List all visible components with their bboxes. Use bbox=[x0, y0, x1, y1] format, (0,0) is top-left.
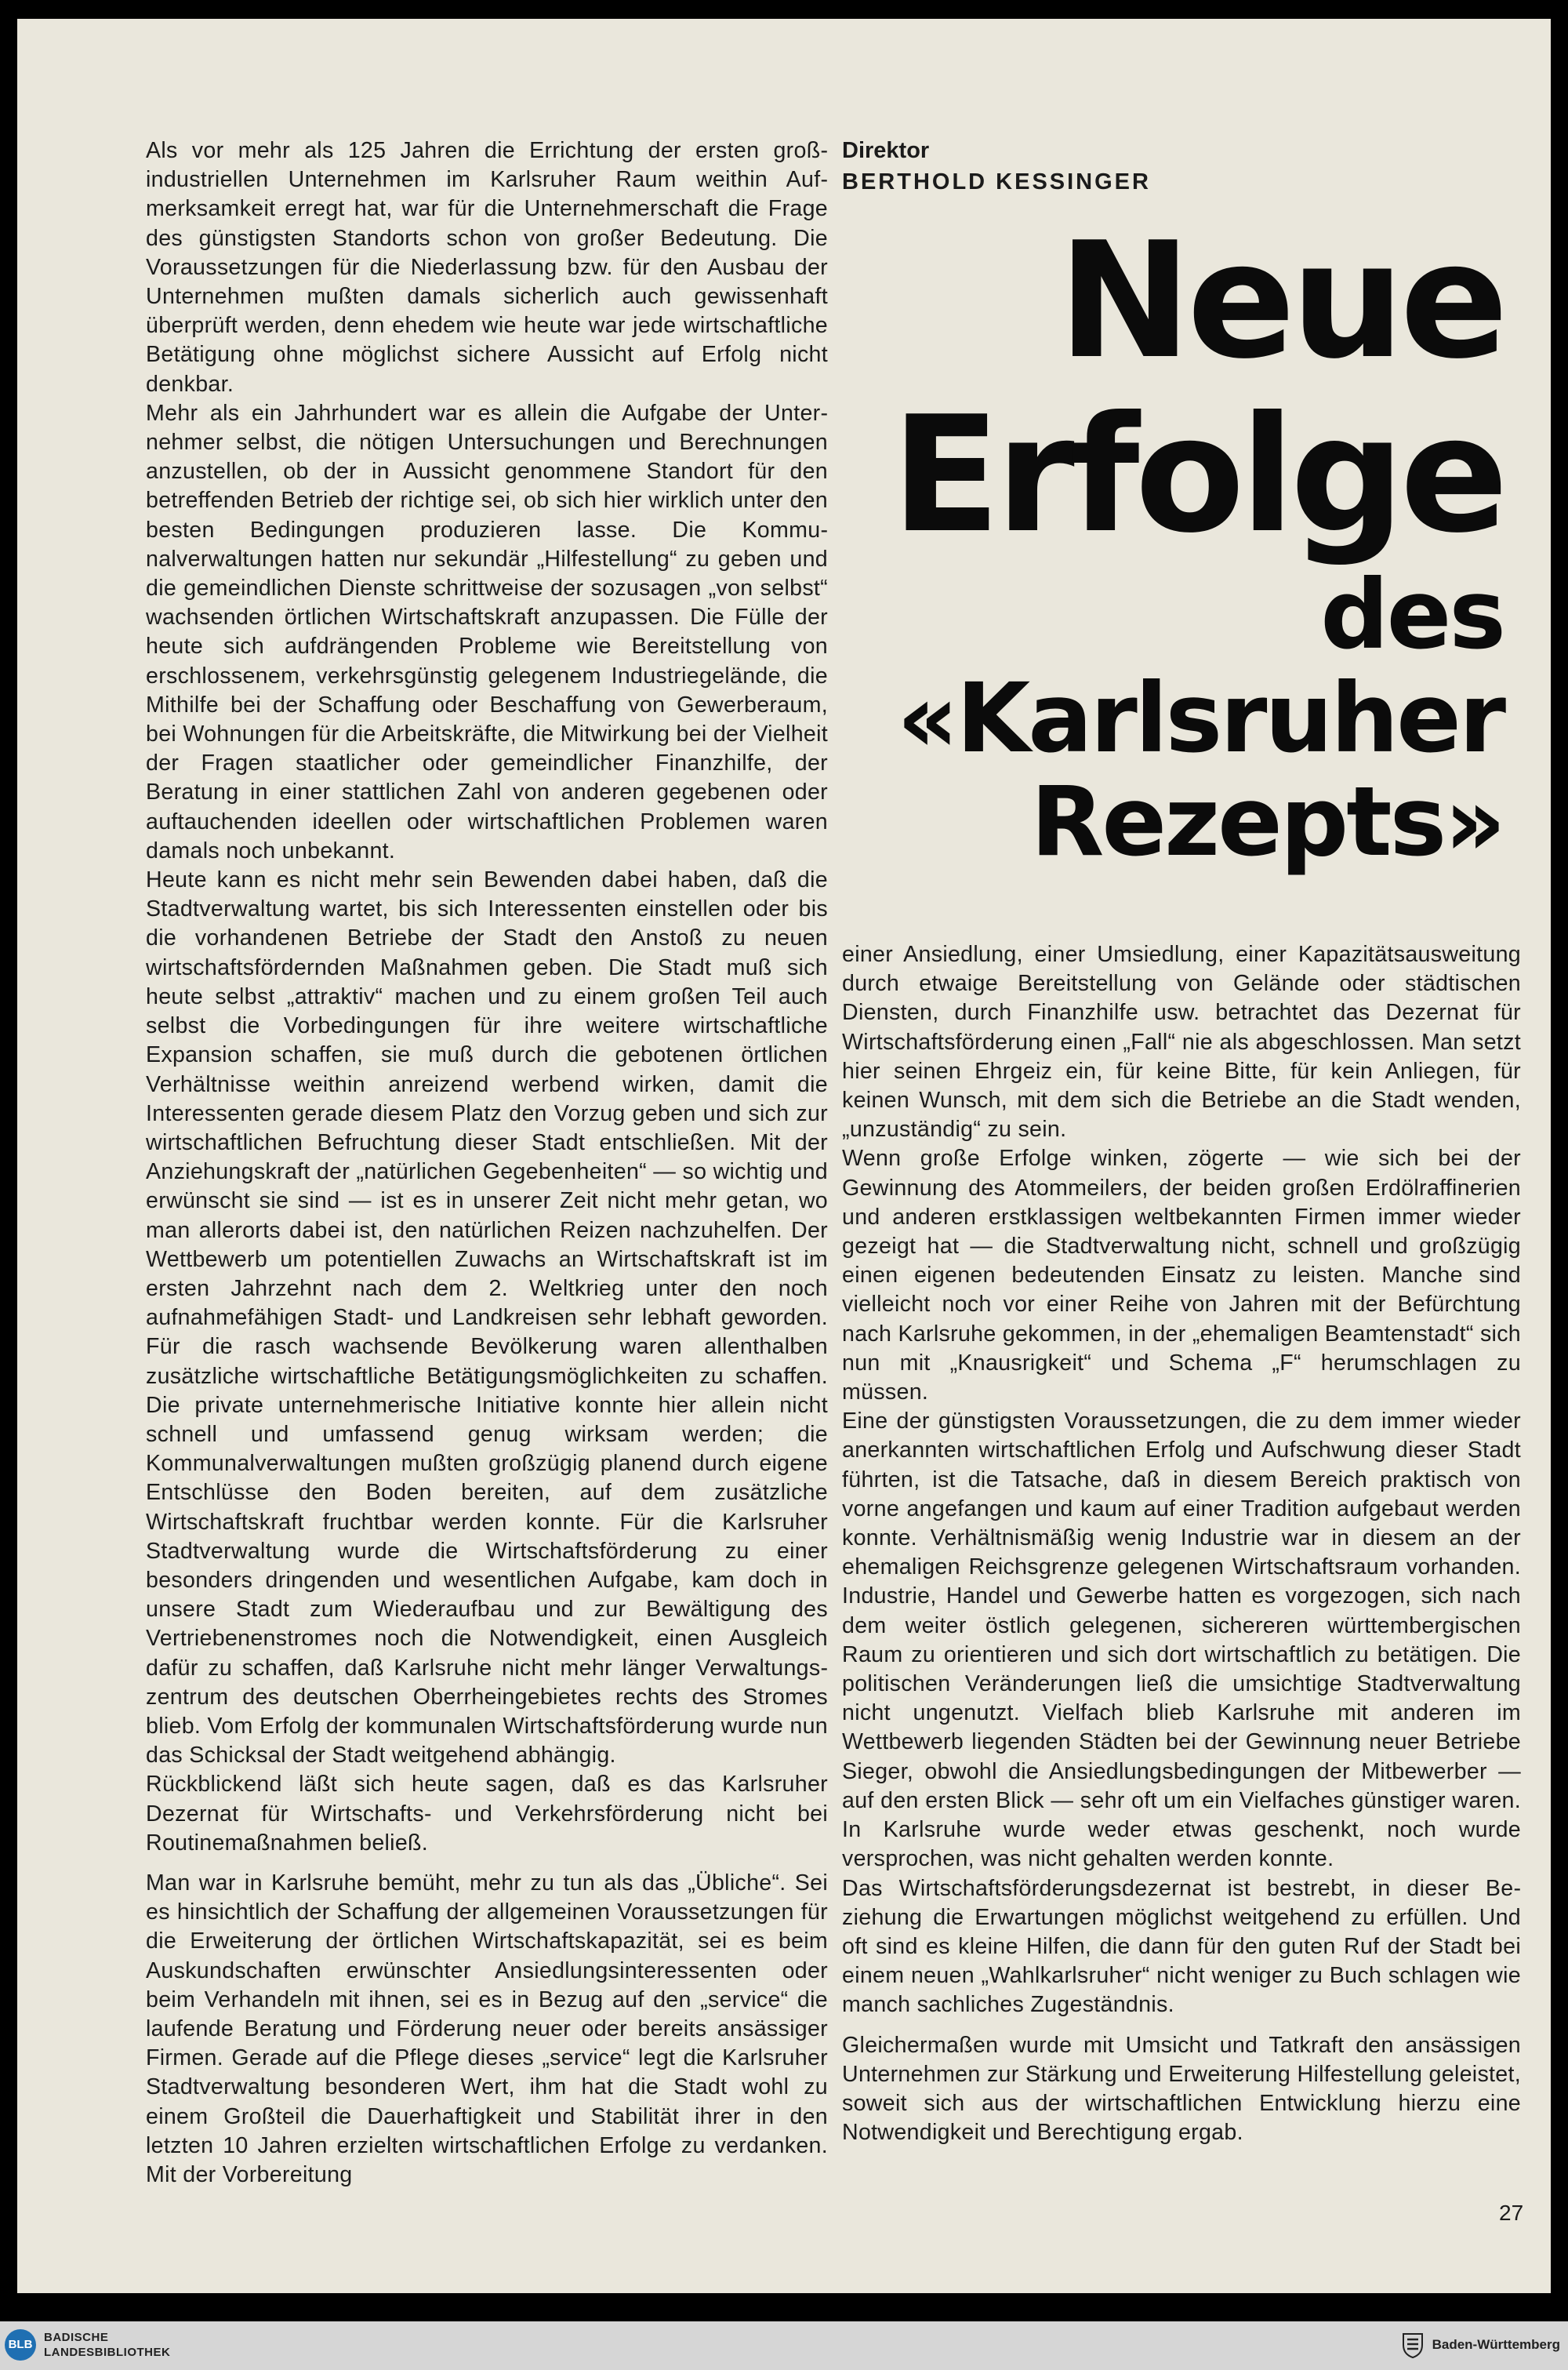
paragraph: Rückblickend läßt sich heute sagen, daß es das Karlsruher Dezernat für Wirtschafts- und Verkehrsförderung nicht bei Routinemaßnahmen beließ. bbox=[146, 1772, 828, 1856]
headline-line: Erfolge bbox=[891, 383, 1504, 569]
author-role: Direktor bbox=[842, 138, 930, 163]
headline-line: Neue bbox=[1058, 209, 1504, 394]
state-label[interactable]: Baden-Württemberg bbox=[1432, 2337, 1560, 2352]
viewer-footer bbox=[0, 2321, 1568, 2370]
coat-of-arms-icon bbox=[1402, 2331, 1424, 2359]
paragraph: Mehr als ein Jahrhundert war es allein die Aufgabe der Unternehmer selbst, die nötigen Untersuchungen und Berechnungen anzustellen, ob der in Aussicht genommene Standort für den betreffenden Betrieb der richtige sei, ob sich hier wirklich unter den besten Bedingungen produzieren lasse. Die Kommunalverwaltungen hatten nur sekundär „Hilfestellung“ zu geben und die gemeindlichen Dienste schrittweise der sozusagen „von selbst“ wachsenden örtlichen Wirtschaftskraft anzupassen. Die Fülle der heute sich aufdrängenden Probleme wie Bereitstellung von erschlossenem, verkehrsgünstig gelegenem Industriegelände, die Mithilfe bei der Schaffung oder Beschaffung von Gewerberaum, bei Wohnungen für die Arbeitskräfte, die Mitwirkung bei der Vielheit der Fragen staatlicher oder gemeindlicher Finanzhilfe, der Beratung in einer stattlichen Zahl von anderen gegebenen oder auftauchenden ideellen oder wirtschaftlichen Problemen waren damals noch unbekannt. bbox=[146, 400, 828, 863]
paragraph: Als vor mehr als 125 Jahren die Errichtung der ersten großindustriellen Unternehmen im Karlsruher Raum weithin Aufmerksamkeit erregt hat, war für die Unternehmerschaft die Frage des günstigsten Standorts schon von großer Bedeutung. Die Voraussetzungen für die Niederlassung bzw. für den Ausbau der Unternehmen mußten damals sicherlich auch gewissenhaft überprüft werden, denn ehedem wie heute war jede wirtschaftliche Betätigung ohne möglichst sichere Aussicht auf Erfolg nicht denkbar. bbox=[146, 138, 828, 397]
author-name: BERTHOLD KESSINGER bbox=[842, 169, 1151, 194]
scanned-page bbox=[17, 19, 1551, 2293]
paragraph: Gleichermaßen wurde mit Umsicht und Tatkraft den ansässigen Unternehmen zur Stärkung und Erweiterung Hilfestellung geleistet, soweit sich aus der wirtschaftlichen Entwicklung hierzu eine Notwendigkeit und Berechtigung ergab. bbox=[842, 2032, 1521, 2146]
left-text-column bbox=[146, 136, 828, 2190]
paragraph: einer Ansiedlung, einer Umsiedlung, einer Kapazitätsausweitung durch etwaige Bereitstellung von Gelände oder städtischen Diensten, durch Finanzhilfe usw. betrachtet das Dezernat für Wirtschaftsförderung einen „Fall“ nie als abgeschlossen. Man setzt hier seinen Ehrgeiz ein, für keine Bitte, für kein Anliegen, für keinen Wunsch, mit dem sich die Betriebe an die Stadt wenden, „unzuständig“ zu sein. bbox=[842, 942, 1521, 1143]
right-text-column bbox=[842, 940, 1521, 2147]
paragraph: Wenn große Erfolge winken, zögerte — wie sich bei der Gewinnung des Atommeilers, der beiden großen Erdölraffinerien und anderen erstklassigen weltbekannten Firmen immer wieder gezeigt hat — die Stadtverwaltung nicht, schnell und großzügig einen eigenen bedeutenden Einsatz zu leisten. Manche sind vielleicht noch vor einer Reihe von Jahren mit der Befürchtung nach Karlsruhe gekommen, in der „ehemaligen Beamtenstadt“ sich nun mit „Knausrigkeit“ und Schema „F“ herumschlagen zu müssen. bbox=[842, 1146, 1521, 1405]
headline-line: Rezepts» bbox=[1030, 766, 1504, 878]
author-byline bbox=[842, 135, 1151, 198]
page-number: 27 bbox=[1499, 2201, 1524, 2225]
paragraph: Das Wirtschaftsförderungsdezernat ist bestrebt, in dieser Beziehung die Erwartungen möglichst weitgehend zu erfüllen. Und oft sind es kleine Hilfen, die dann für den guten Ruf der Stadt bei einem neuen „Wahlkarlsruher“ nicht weniger zu Buch schlagen wie manch sachliches Zugeständnis. bbox=[842, 1875, 1521, 2018]
headline-line: des bbox=[1320, 559, 1504, 671]
article-headline bbox=[798, 209, 1504, 878]
paragraph: Heute kann es nicht mehr sein Bewenden dabei haben, daß die Stadtverwaltung wartet, bis sich Interessenten einstellen oder bis die vorhandenen Betriebe der Stadt den Anstoß zu neuen wirtschaftsfördernden Maßnahmen geben. Die Stadt muß sich heute selbst „attraktiv“ machen und zu einem großen Teil auch selbst die Vorbedingungen für ihre weitere wirtschaftliche Expansion schaffen, sie muß durch die gebotenen örtlichen Verhältnisse weithin anreizend werbend wirken, damit die Interessenten gerade diesem Platz den Vorzug geben und sich zur wirtschaftlichen Befruchtung dieser Stadt entschließen. Mit der Anziehungskraft der „natürlichen Gegebenheiten“ — so wichtig und erwünscht sie sind — ist es in unserer Zeit nicht mehr getan, wo man allerorts dabei ist, den natürlichen Reizen nachzuhelfen. Der Wettbewerb um potentiellen Zuwachs an Wirtschaftskraft ist im ersten Jahrzehnt nach dem 2. Weltkrieg unter den noch aufnahmefähigen Stadt- und Landkreisen sehr lebhaft geworden. Für die rasch wachsende Bevölkerung waren allenthalben zusätzliche wirtschaftliche Betätigungsmöglichkeiten zu schaffen. Die private unternehmerische Initiative konnte hier allein nicht schnell und umfassend genug wirksam werden; die Kommunalverwaltungen mußten großzügig planend durch eigene Entschlüsse den Boden bereiten, auf dem zusätzliche Wirtschaftskraft fruchtbar werden konnte. Für die Karlsruher Stadtverwaltung wurde die Wirtschaftsförderung zu einer besonders dringenden und wesentlichen Aufgabe, kam doch in unsere Stadt zum Wiederaufbau und zur Bewältigung des Vertriebenenstromes noch die Notwendigkeit, einen Ausgleich dafür zu schaffen, daß Karlsruhe nicht mehr länger Verwaltungszentrum des deutschen Oberrheingebietes rechts des Stromes blieb. Vom Erfolg der kommunalen Wirtschaftsförderung wurde nun das Schicksal der Stadt weitgehend abhängig. bbox=[146, 867, 828, 1768]
paragraph: Eine der günstigsten Voraussetzungen, die zu dem immer wieder anerkannten wirtschaftlichen Erfolg und Aufschwung dieser Stadt führten, ist die Tatsache, daß in diesem Bereich praktisch von vorne angefangen und kaum auf einer Tradition aufgebaut werden konnte. Verhältnismäßig wenig Industrie war in diesem an der ehemaligen Reichsgrenze gelegenen Wirtschaftsraum vorhanden. Industrie, Handel und Gewerbe hatten es vorgezogen, sich nach dem weiter östlich gelegenen, sichereren württembergischen Raum zu orientieren und sich dort wirtschaftlich zu betätigen. Die politischen Veränderungen ließ die umsichtige Stadtverwaltung nicht ungenutzt. Vielfach blieb Karlsruhe mit anderen im Wettbewerb liegenden Städten bei der Gewinnung neuer Betriebe Sieger, obwohl die Ansiedlungsbedingungen der Mitbewerber — auf den ersten Blick — sehr oft um ein Vielfaches günstiger waren. In Karlsruhe wurde weder etwas geschenkt, noch wurde versprochen, was nicht gehalten werden konnte. bbox=[842, 1409, 1521, 1872]
paragraph: Man war in Karlsruhe bemüht, mehr zu tun als das „Übliche“. Sei es hinsichtlich der Schaffung der allgemeinen Voraussetzungen für die Erweiterung der örtlichen Wirtschaftskapazität, sei es beim Auskundschaften erwünschter Ansiedlungsinteressenten oder beim Verhandeln mit ihnen, sei es in Bezug auf den „service“ die laufende Beratung und Förderung neuer oder bereits ansässiger Firmen. Gerade auf die Pflege dieses „service“ legt die Karlsruher Stadtverwaltung besonderen Wert, ihm hat die Stadt wohl zu einem Großteil die Dauerhaftigkeit und Stabilität ihrer in den letzten 10 Jahren erzielten wirtschaftlichen Erfolge zu verdanken. Mit der Vorbereitung bbox=[146, 1870, 828, 2188]
library-name-line: LANDESBIBLIOTHEK bbox=[44, 2346, 171, 2359]
library-name-line: BADISCHE bbox=[44, 2331, 109, 2344]
library-name bbox=[44, 2330, 170, 2360]
headline-line: «Karlsruher bbox=[896, 663, 1504, 774]
blb-logo-icon[interactable]: BLB bbox=[5, 2329, 36, 2361]
